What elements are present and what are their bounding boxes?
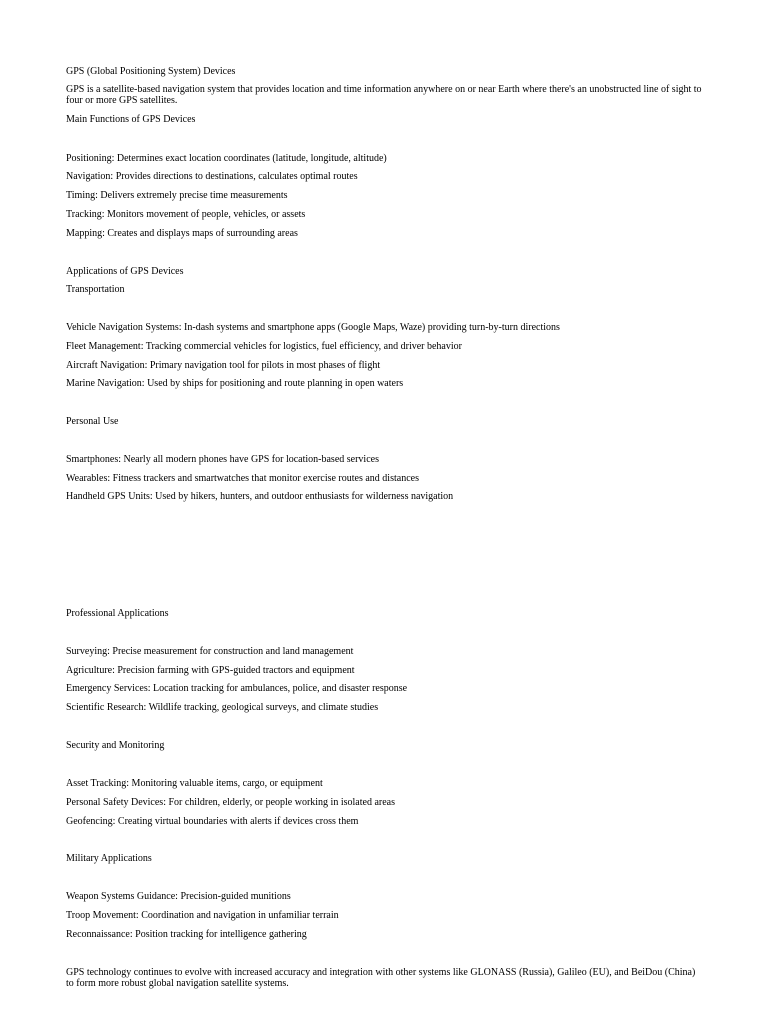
security-item-asset: Asset Tracking: Monitoring valuable items, cargo, or equipment	[66, 778, 323, 789]
transportation-heading: Transportation	[66, 284, 125, 295]
personal-use-heading: Personal Use	[66, 416, 119, 427]
professional-item-research: Scientific Research: Wildlife tracking, geological surveys, and climate studies	[66, 702, 379, 713]
personal-item-wearables: Wearables: Fitness trackers and smartwatches that monitor exercise routes and distances	[66, 473, 419, 484]
security-heading: Security and Monitoring	[66, 740, 165, 751]
transportation-item-vehicle: Vehicle Navigation Systems: In-dash systems and smartphone apps (Google Maps, Waze) providing turn-by-turn directions	[66, 322, 560, 333]
function-item-timing: Timing: Delivers extremely precise time measurements	[66, 190, 288, 201]
professional-heading: Professional Applications	[66, 608, 169, 619]
transportation-item-marine: Marine Navigation: Used by ships for positioning and route planning in open waters	[66, 378, 404, 389]
conclusion-paragraph: GPS technology continues to evolve with increased accuracy and integration with other systems like GLONASS (Russia), Galileo (EU), and BeiDou (China) to form more robust global navigation satellite systems.	[66, 967, 696, 989]
intro-paragraph: GPS is a satellite-based navigation system that provides location and time information anywhere on or near Earth where there's an unobstructed line of sight to four or more GPS satellites.	[66, 84, 702, 106]
function-item-mapping: Mapping: Creates and displays maps of surrounding areas	[66, 228, 298, 239]
security-item-safety: Personal Safety Devices: For children, elderly, or people working in isolated areas	[66, 797, 395, 808]
military-heading: Military Applications	[66, 853, 152, 864]
function-item-positioning: Positioning: Determines exact location coordinates (latitude, longitude, altitude)	[66, 153, 387, 164]
function-item-navigation: Navigation: Provides directions to destinations, calculates optimal routes	[66, 171, 358, 182]
applications-heading: Applications of GPS Devices	[66, 266, 184, 277]
personal-item-smartphones: Smartphones: Nearly all modern phones have GPS for location-based services	[66, 454, 379, 465]
security-item-geofencing: Geofencing: Creating virtual boundaries with alerts if devices cross them	[66, 816, 359, 827]
main-functions-heading: Main Functions of GPS Devices	[66, 114, 196, 125]
professional-item-emergency: Emergency Services: Location tracking for ambulances, police, and disaster response	[66, 683, 408, 694]
document-title: GPS (Global Positioning System) Devices	[66, 66, 236, 77]
military-item-troops: Troop Movement: Coordination and navigation in unfamiliar terrain	[66, 910, 339, 921]
military-item-reconnaissance: Reconnaissance: Position tracking for intelligence gathering	[66, 929, 307, 940]
transportation-item-fleet: Fleet Management: Tracking commercial vehicles for logistics, fuel efficiency, and driver behavior	[66, 341, 462, 352]
professional-item-surveying: Surveying: Precise measurement for construction and land management	[66, 646, 354, 657]
military-item-weapons: Weapon Systems Guidance: Precision-guided munitions	[66, 891, 291, 902]
function-item-tracking: Tracking: Monitors movement of people, vehicles, or assets	[66, 209, 306, 220]
transportation-item-aircraft: Aircraft Navigation: Primary navigation tool for pilots in most phases of flight	[66, 360, 381, 371]
personal-item-handheld: Handheld GPS Units: Used by hikers, hunters, and outdoor enthusiasts for wilderness navigation	[66, 491, 454, 502]
professional-item-agriculture: Agriculture: Precision farming with GPS-guided tractors and equipment	[66, 665, 355, 676]
